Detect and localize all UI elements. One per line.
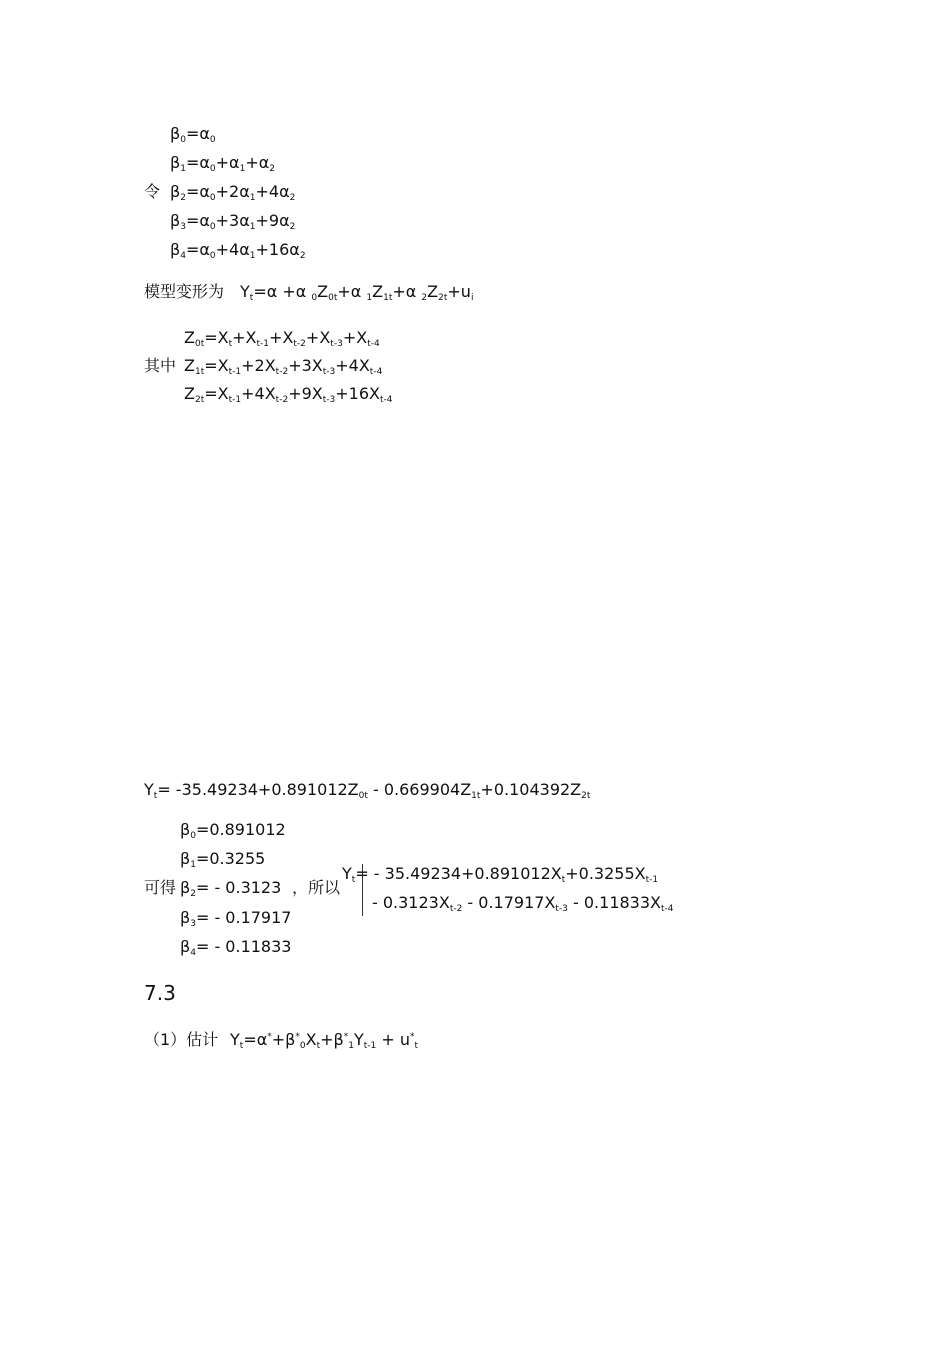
beta-estimate-row (180, 849, 266, 870)
term-subscript: t (351, 875, 356, 885)
term-base: =0.3255 (195, 849, 266, 868)
term-subscript: t-1 (228, 395, 242, 405)
lead-ling: 令 (144, 182, 161, 201)
term-subscript: 0 (190, 831, 196, 841)
term-subscript: t-4 (367, 339, 380, 349)
term-base: +X (305, 328, 331, 347)
term-base: Z (184, 328, 195, 347)
term-base: β (180, 908, 191, 927)
term-subscript: t-1 (363, 1041, 377, 1051)
model-equation (240, 282, 474, 303)
term-subscript: t (228, 339, 233, 349)
term-subscript: t (561, 875, 566, 885)
term-base: +4X (335, 356, 370, 375)
beta-estimate-row (180, 937, 292, 958)
term-subscript: t-1 (228, 367, 242, 377)
term-superscript: * (267, 1032, 272, 1042)
beta-def-row (170, 211, 296, 232)
term-base: +9α (255, 211, 290, 230)
term-subscript: 0 (209, 193, 216, 203)
term-subscript: 3 (180, 222, 186, 232)
term-base: Y (353, 1030, 364, 1049)
term-base: β (170, 182, 181, 201)
term-subscript: 1 (249, 251, 256, 261)
term-base: = - 0.11833 (195, 937, 292, 956)
term-subscript: 1t (471, 791, 481, 801)
regression-equation (144, 780, 591, 801)
term-base: +α (392, 282, 422, 301)
term-base: Z (184, 384, 195, 403)
term-subscript: 0t (358, 791, 368, 801)
beta-estimate-row (180, 820, 286, 841)
term-base: +X (232, 328, 257, 347)
term-subscript: 2t (438, 293, 448, 303)
term-base: +α (245, 153, 270, 172)
term-subscript: 2 (190, 889, 196, 899)
term-subscript: 4 (180, 251, 186, 261)
term-subscript: t (414, 1041, 419, 1051)
term-base: Y (144, 780, 154, 799)
z-def-row (184, 356, 383, 377)
lead-qizhong: 其中 (144, 356, 177, 375)
term-base: β (170, 153, 181, 172)
term-subscript: 0 (209, 135, 216, 145)
term-subscript: t-2 (449, 904, 463, 914)
term-base: =α (185, 182, 210, 201)
term-subscript: 2 (269, 164, 276, 174)
term-subscript: 0 (311, 293, 318, 303)
term-subscript: 1 (366, 293, 373, 303)
term-base: - 0.669904Z (367, 780, 472, 799)
term-base: Y (230, 1030, 240, 1049)
z-def-row (184, 384, 393, 405)
term-subscript: 0 (299, 1041, 306, 1051)
term-base: = -35.49234+0.891012Z (157, 780, 359, 799)
term-subscript: 0 (180, 135, 186, 145)
term-subscript: t-3 (330, 339, 343, 349)
term-base: X (305, 1030, 317, 1049)
term-subscript: 2t (581, 791, 591, 801)
term-subscript: 2 (299, 251, 306, 261)
term-base: = - 0.17917 (195, 908, 292, 927)
model-label: 模型变形为 (144, 282, 225, 301)
term-superscript: * (295, 1032, 300, 1042)
connector-suoyi: ，所以 (292, 878, 341, 897)
beta-def-row (170, 124, 216, 145)
term-base: =α (243, 1030, 268, 1049)
term-base: +0.104392Z (480, 780, 582, 799)
term-base: +X (269, 328, 294, 347)
term-base: =α +α (253, 282, 312, 301)
term-base: =α (185, 240, 210, 259)
term-subscript: 2 (421, 293, 428, 303)
term-subscript: 3 (190, 919, 196, 929)
term-subscript: 1 (180, 164, 186, 174)
term-subscript: 2 (289, 193, 296, 203)
term-base: =X (204, 328, 229, 347)
term-base: - 0.3123X (372, 893, 450, 912)
term-base: +2X (241, 356, 276, 375)
term-subscript: t-3 (322, 395, 336, 405)
term-base: +2α (215, 182, 250, 201)
term-base: = - 0.3123 (195, 878, 282, 897)
term-base: Y (240, 282, 250, 301)
term-base: Z (372, 282, 384, 301)
term-subscript: 0t (328, 293, 338, 303)
term-base: Z (184, 356, 195, 375)
term-base: +β (271, 1030, 296, 1049)
term-base: =X (204, 356, 229, 375)
term-subscript: t-4 (379, 395, 393, 405)
term-base: = - 35.49234+0.891012X (355, 864, 562, 883)
term-subscript: t-2 (293, 339, 306, 349)
term-subscript: t-3 (322, 367, 336, 377)
lead-kede: 可得 (144, 878, 177, 897)
term-base: +α (215, 153, 240, 172)
term-base: +0.3255X (565, 864, 646, 883)
beta-def-row (170, 153, 276, 174)
term-base: +16X (335, 384, 380, 403)
term-base: +α (337, 282, 367, 301)
term-subscript: 0t (194, 339, 205, 349)
term-base: +u (447, 282, 471, 301)
term-subscript: 1 (239, 164, 246, 174)
term-subscript: t (239, 1041, 244, 1051)
term-base: =0.891012 (195, 820, 286, 839)
term-subscript: 1 (249, 222, 256, 232)
beta-def-row (170, 182, 296, 203)
term-base: - 0.17917X (462, 893, 556, 912)
term-base: β (180, 820, 191, 839)
term-base: β (180, 878, 191, 897)
term-base: β (170, 124, 181, 143)
term-subscript: i (470, 293, 474, 303)
term-base: =α (185, 211, 210, 230)
term-subscript: 1 (348, 1041, 354, 1051)
beta-estimate-row (180, 908, 292, 929)
term-base: Z (317, 282, 329, 301)
term-subscript: 2 (289, 222, 296, 232)
term-base: β (170, 240, 181, 259)
beta-def-row (170, 240, 306, 261)
term-base: +β (320, 1030, 344, 1049)
term-base: + u (376, 1030, 410, 1049)
term-subscript: 1t (194, 367, 205, 377)
term-base: β (170, 211, 181, 230)
term-base: +4α (255, 182, 290, 201)
term-subscript: t-1 (645, 875, 659, 885)
term-base: +3α (215, 211, 250, 230)
term-subscript: 1 (190, 860, 196, 870)
term-subscript: 1t (383, 293, 393, 303)
term-base: =X (204, 384, 229, 403)
term-subscript: t-1 (256, 339, 270, 349)
term-subscript: 2t (194, 395, 205, 405)
term-base: +3X (288, 356, 323, 375)
term-subscript: t-2 (275, 367, 289, 377)
result-line-1 (342, 864, 659, 885)
term-base: +4X (241, 384, 276, 403)
term-subscript: 4 (190, 948, 196, 958)
term-subscript: 0 (209, 164, 216, 174)
term-base: +9X (288, 384, 323, 403)
z-def-row (184, 328, 380, 349)
term-subscript: t-2 (275, 395, 289, 405)
term-subscript: t-4 (661, 904, 674, 914)
beta-estimate-row (180, 878, 282, 899)
term-base: +4α (215, 240, 250, 259)
estimate-equation (230, 1030, 419, 1051)
term-base: Z (427, 282, 439, 301)
term-base: =α (185, 153, 210, 172)
term-base: β (180, 849, 191, 868)
estimate-label: （1）估计 (144, 1030, 219, 1049)
term-subscript: t (316, 1041, 321, 1051)
section-number: 7.3 (144, 981, 176, 1005)
term-base: Y (342, 864, 352, 883)
term-base: +16α (255, 240, 300, 259)
term-subscript: 0 (209, 251, 216, 261)
term-base: - 0.11833X (567, 893, 661, 912)
term-subscript: t (153, 791, 158, 801)
term-base: β (180, 937, 191, 956)
term-subscript: t-4 (369, 367, 383, 377)
term-subscript: t (249, 293, 254, 303)
result-line-2 (372, 893, 674, 914)
term-base: +X (342, 328, 368, 347)
term-subscript: 2 (180, 193, 186, 203)
term-superscript: * (410, 1032, 415, 1042)
term-base: =α (185, 124, 210, 143)
term-subscript: 0 (209, 222, 216, 232)
term-superscript: * (343, 1032, 349, 1042)
term-subscript: t-3 (555, 904, 568, 914)
term-subscript: 1 (249, 193, 256, 203)
